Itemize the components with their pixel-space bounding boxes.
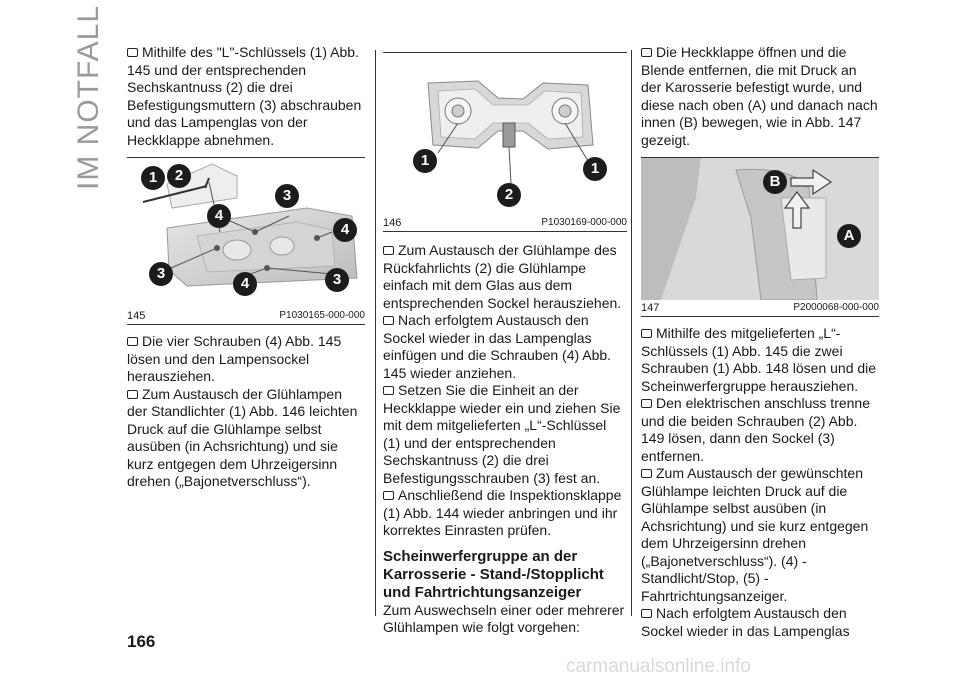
callout-number: 3 — [149, 262, 173, 286]
figure-number: 147 — [641, 302, 660, 314]
step-bullet-icon — [641, 329, 652, 338]
step-bullet-icon — [127, 390, 138, 399]
figure-147 — [641, 157, 879, 315]
figure-145 — [127, 157, 365, 323]
column-3 — [641, 44, 879, 640]
paragraph: Zum Austausch der Glühlampe des Rückfahrlichts (2) die Glühlampe einfach mit dem Glas aus dem entsprechenden Sockel herausziehen. — [383, 242, 622, 311]
step-bullet-icon — [383, 491, 394, 500]
callout-number: 4 — [207, 204, 231, 228]
callout-number: 1 — [583, 157, 607, 181]
paragraph: Zum Austausch der Glühlampen der Standlichter (1) Abb. 146 leichten Druck auf die Glühlampe selbst ausüben (in Achsrichtung) und sie kurz entgegen dem Uhrzeigersinn drehen („Bajonetverschluss“). — [127, 385, 358, 489]
paragraph: Setzen Sie die Einheit an der Heckklappe wieder ein und ziehen Sie mit dem mitgelieferten „L“-Schlüssel (1) und der entsprechenden Sechskantnuss (2) die drei Befestigungsschrauben (3) fest an. — [383, 382, 621, 486]
paragraph: Mithilfe des mitgelieferten „L“-Schlüssels (1) Abb. 145 die zwei Schrauben (1) Abb. 148 lösen und die Scheinwerfergruppe herausziehen. — [641, 325, 877, 394]
column-divider — [631, 50, 632, 616]
figure-number: 145 — [127, 310, 146, 322]
paragraph: Den elektrischen anschluss trenne und die beiden Schrauben (2) Abb. 149 lösen, dann den Sockel (3) entfernen. — [641, 395, 871, 464]
callout-letter: A — [837, 224, 861, 248]
callout-number: 4 — [233, 272, 257, 296]
footer-watermark: carmanualsonline.info — [566, 656, 751, 677]
callout-number: 2 — [497, 183, 521, 207]
callout-number: 2 — [167, 164, 191, 188]
callout-number: 3 — [325, 268, 349, 292]
step-bullet-icon — [127, 48, 138, 57]
paragraph: Zum Auswechseln einer oder mehrerer Glühlampen wie folgt vorgehen: — [383, 601, 625, 635]
column-divider — [375, 50, 376, 616]
column-1 — [127, 44, 365, 491]
paragraph: Die Heckklappe öffnen und die Blende entfernen, die mit Druck an der Karosserie befestigt wurde, und diese nach oben (A) und danach nach innen (B) bewegen, wie in Abb. 147 gezeigt. — [641, 44, 878, 148]
callout-number: 1 — [413, 149, 437, 173]
callout-number: 3 — [275, 184, 299, 208]
figure-caption — [641, 300, 879, 317]
figure-code: P1030169-000-000 — [541, 217, 627, 228]
column-2 — [383, 44, 627, 637]
step-bullet-icon — [641, 48, 652, 57]
step-bullet-icon — [383, 246, 394, 255]
paragraph: Nach erfolgtem Austausch den Sockel wieder in das Lampenglas — [641, 605, 850, 639]
paragraph: Nach erfolgtem Austausch den Sockel wieder in das Lampenglas einfügen und die Schrauben (4) Abb. 145 wieder anziehen. — [383, 312, 612, 381]
step-bullet-icon — [641, 399, 652, 408]
figure-caption — [127, 308, 365, 325]
paragraph: Die vier Schrauben (4) Abb. 145 lösen und den Lampensockel herausziehen. — [127, 333, 342, 384]
section-heading: Scheinwerfergruppe an der Karrosserie - Stand-/Stopplicht und Fahrtrichtungsanzeiger — [383, 547, 604, 601]
step-bullet-icon — [641, 609, 652, 618]
paragraph: Anschließend die Inspektionsklappe (1) Abb. 144 wieder anbringen und ihr korrektes Einrasten prüfen. — [383, 487, 622, 538]
figure-number: 146 — [383, 217, 402, 229]
figure-code: P2000068-000-000 — [793, 302, 879, 313]
figure-code: P1030165-000-000 — [279, 310, 365, 321]
figure-146 — [383, 52, 627, 230]
figure-caption — [383, 215, 627, 232]
step-bullet-icon — [641, 469, 652, 478]
callout-number: 4 — [333, 218, 357, 242]
callout-letter: B — [763, 170, 787, 194]
callout-number: 1 — [141, 166, 165, 190]
step-bullet-icon — [383, 386, 394, 395]
page-number: 166 — [127, 632, 156, 651]
paragraph: Mithilfe des "L"-Schlüssels (1) Abb. 145 und der entsprechenden Sechskantnuss (2) die drei Befestigungsmuttern (3) abschrauben und das Lampenglas von der Heckklappe abnehmen. — [127, 44, 362, 148]
step-bullet-icon — [383, 316, 394, 325]
step-bullet-icon — [127, 337, 138, 346]
section-title-vertical: IM NOTFALL — [72, 4, 105, 190]
paragraph: Zum Austausch der gewünschten Glühlampe leichten Druck auf die Glühlampe selbst ausüben (in Achsrichtung) und sie kurz entgegen dem Uhrzeigersinn drehen („Bajonetverschluss“). (4) - Standlicht/Stop, (5) - Fahrtrichtungsanzeiger. — [641, 465, 869, 604]
